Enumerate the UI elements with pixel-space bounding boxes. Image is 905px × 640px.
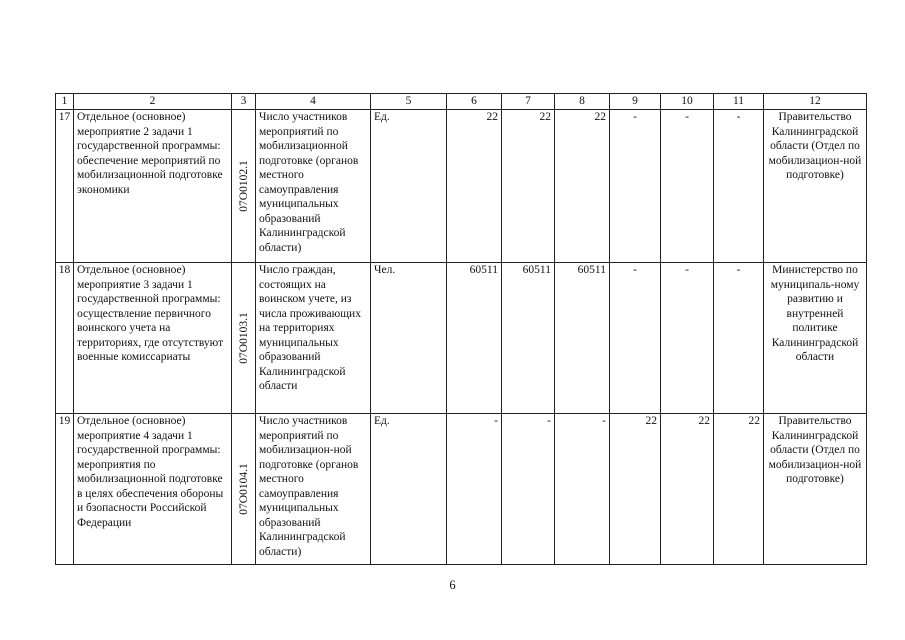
unit: Чел.: [371, 263, 447, 414]
header-cell: 5: [371, 94, 447, 110]
value-col6: 60511: [447, 263, 502, 414]
header-cell: 7: [502, 94, 555, 110]
measure-name: Отдельное (основное) мероприятие 2 задачи 1 государственной программы: обеспечение мероприятий по мобилизационной подготовке экономики: [74, 110, 232, 263]
header-cell: 2: [74, 94, 232, 110]
budget-code-text: 07О0102.1: [237, 160, 250, 212]
value-col10: -: [661, 263, 714, 414]
budget-code: [232, 110, 256, 263]
value-col7: 22: [502, 110, 555, 263]
budget-code-text: 07О0104.1: [237, 463, 250, 515]
value-col6: -: [447, 414, 502, 565]
responsible: Министерство по муниципаль-ному развитию и внутренней политике Калининградской области: [764, 263, 867, 414]
row-number: 18: [56, 263, 74, 414]
header-cell: 3: [232, 94, 256, 110]
unit: Ед.: [371, 414, 447, 565]
responsible: Правительство Калининградской области (Отдел по мобилизацион-ной подготовке): [764, 110, 867, 263]
header-cell: 6: [447, 94, 502, 110]
header-cell: 11: [714, 94, 764, 110]
value-col10: -: [661, 110, 714, 263]
value-col7: 60511: [502, 263, 555, 414]
table-row: [56, 263, 867, 414]
responsible: Правительство Калининградской области (Отдел по мобилизацион-ной подготовке): [764, 414, 867, 565]
value-col9: 22: [610, 414, 661, 565]
header-cell: 12: [764, 94, 867, 110]
row-number: 17: [56, 110, 74, 263]
measure-name: Отдельное (основное) мероприятие 3 задачи 1 государственной программы: осуществление первичного воинского учета на территориях, где отсутствуют военные комиссариаты: [74, 263, 232, 414]
budget-code: [232, 414, 256, 565]
value-col11: 22: [714, 414, 764, 565]
value-col8: 22: [555, 110, 610, 263]
indicator: Число участников мероприятий по мобилизацион-ной подготовке (органов местного самоуправления муниципальных образований Калининградской области): [256, 414, 371, 565]
header-cell: 10: [661, 94, 714, 110]
value-col8: -: [555, 414, 610, 565]
budget-code-text: 07О0103.1: [237, 312, 250, 364]
indicator: Число граждан, состоящих на воинском учете, из числа проживающих на территориях муниципальных образований Калининградской области: [256, 263, 371, 414]
measure-name: Отдельное (основное) мероприятие 4 задачи 1 государственной программы: мероприятия по мобилизационной подготовке в целях обеспечения обороны и бзопасности Российской Федерации: [74, 414, 232, 565]
value-col9: -: [610, 263, 661, 414]
table-row: [56, 110, 867, 263]
row-number: 19: [56, 414, 74, 565]
table-row: [56, 414, 867, 565]
header-cell: 4: [256, 94, 371, 110]
header-cell: 9: [610, 94, 661, 110]
value-col9: -: [610, 110, 661, 263]
unit: Ед.: [371, 110, 447, 263]
budget-code: [232, 263, 256, 414]
program-table: [55, 93, 867, 565]
page-number: 6: [449, 578, 456, 592]
value-col7: -: [502, 414, 555, 565]
value-col11: -: [714, 110, 764, 263]
header-cell: 1: [56, 94, 74, 110]
value-col6: 22: [447, 110, 502, 263]
header-cell: 8: [555, 94, 610, 110]
value-col8: 60511: [555, 263, 610, 414]
indicator: Число участников мероприятий по мобилизационной подготовке (органов местного самоуправления муниципальных образований Калининградской области): [256, 110, 371, 263]
value-col11: -: [714, 263, 764, 414]
header-row: [56, 94, 867, 110]
value-col10: 22: [661, 414, 714, 565]
